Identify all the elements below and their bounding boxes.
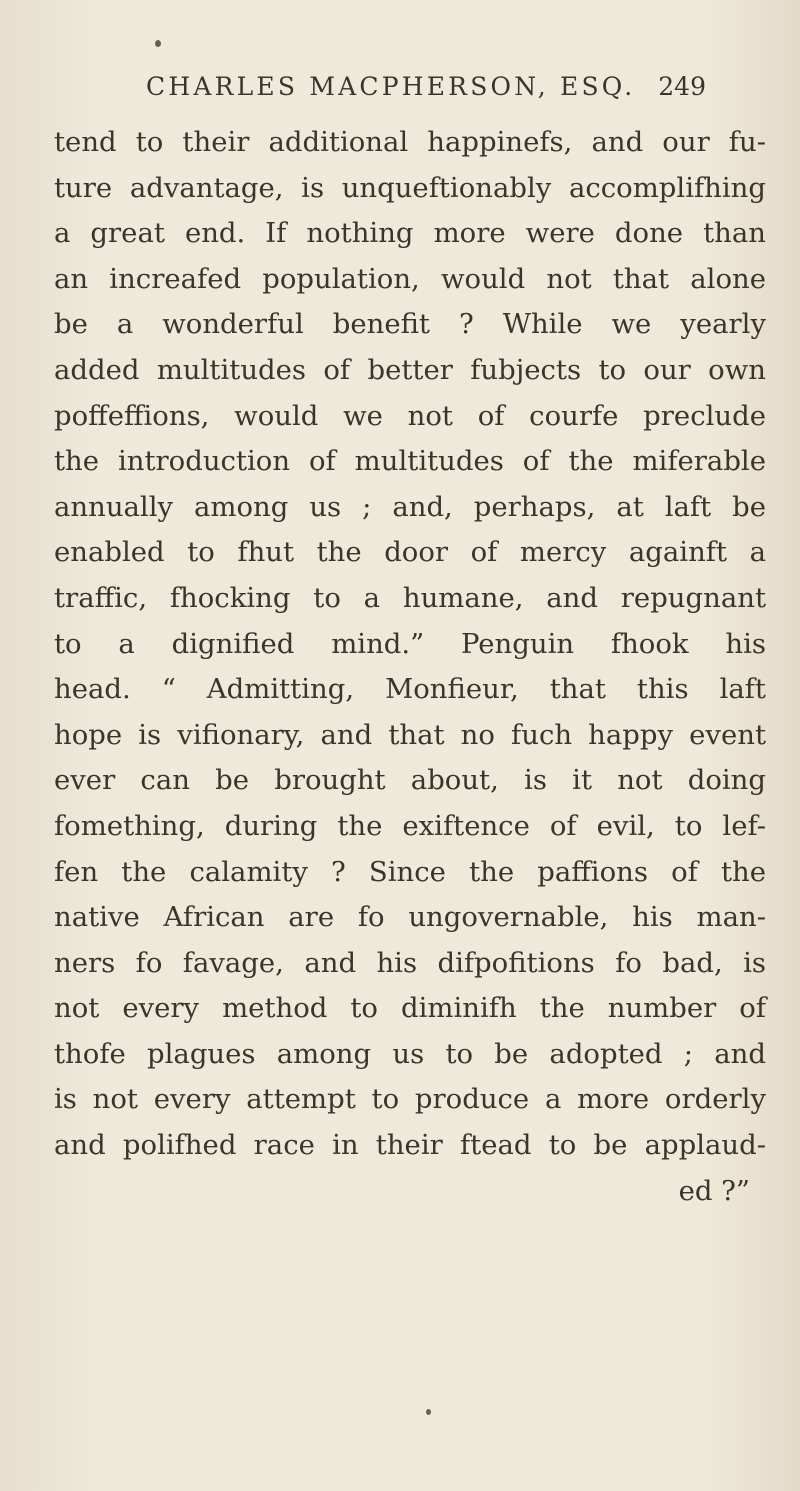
text-line: ture advantage, is unqueftionably accomplifhing [54, 171, 766, 204]
ink-speck-bottom [426, 1409, 431, 1415]
text-line: an increafed population, would not that alone [54, 262, 766, 295]
text-line: annually among us ; and, perhaps, at laft be [54, 490, 766, 523]
text-line: tend to their additional happinefs, and our fu- [54, 126, 766, 158]
text-line: the introduction of multitudes of the miferable [54, 445, 766, 478]
ink-speck-top [155, 40, 161, 47]
text-line: and polifhed race in their ftead to be applaud- [54, 1129, 766, 1162]
text-line: head. “ Admitting, Monfieur, that this laft [54, 673, 766, 706]
page-number: 249 [658, 72, 706, 101]
text-line: is not every attempt to produce a more orderly [54, 1083, 766, 1116]
text-line: be a wonderful benefit ? While we yearly [54, 308, 766, 341]
text-line: poffeffions, would we not of courfe preclude [54, 399, 766, 432]
text-line: traffic, fhocking to a humane, and repugnant [54, 581, 766, 614]
text-line: fen the calamity ? Since the paffions of the [54, 855, 766, 888]
text-line: a great end. If nothing more were done than [54, 217, 766, 250]
text-line: enabled to fhut the door of mercy againft a [54, 536, 766, 569]
text-line: thofe plagues among us to be adopted ; and [54, 1037, 766, 1070]
text-line: not every method to diminifh the number of [54, 992, 766, 1025]
running-head [146, 72, 706, 112]
text-line: ever can be brought about, is it not doing [54, 764, 766, 797]
catchword-line: ed ?” [678, 1174, 750, 1207]
running-title: CHARLES MACPHERSON, ESQ. [146, 72, 636, 101]
text-line: added multitudes of better fubjects to our own [54, 353, 766, 386]
text-line: native African are fo ungovernable, his man- [54, 901, 766, 934]
text-line: hope is vifionary, and that no fuch happy event [54, 718, 766, 751]
text-line: fomething, during the exiftence of evil, to lef- [54, 809, 766, 842]
text-line: ners fo favage, and his difpofitions fo bad, is [54, 946, 766, 979]
body-text [54, 120, 766, 1214]
text-line: to a dignified mind.” Penguin fhook his [54, 627, 766, 660]
